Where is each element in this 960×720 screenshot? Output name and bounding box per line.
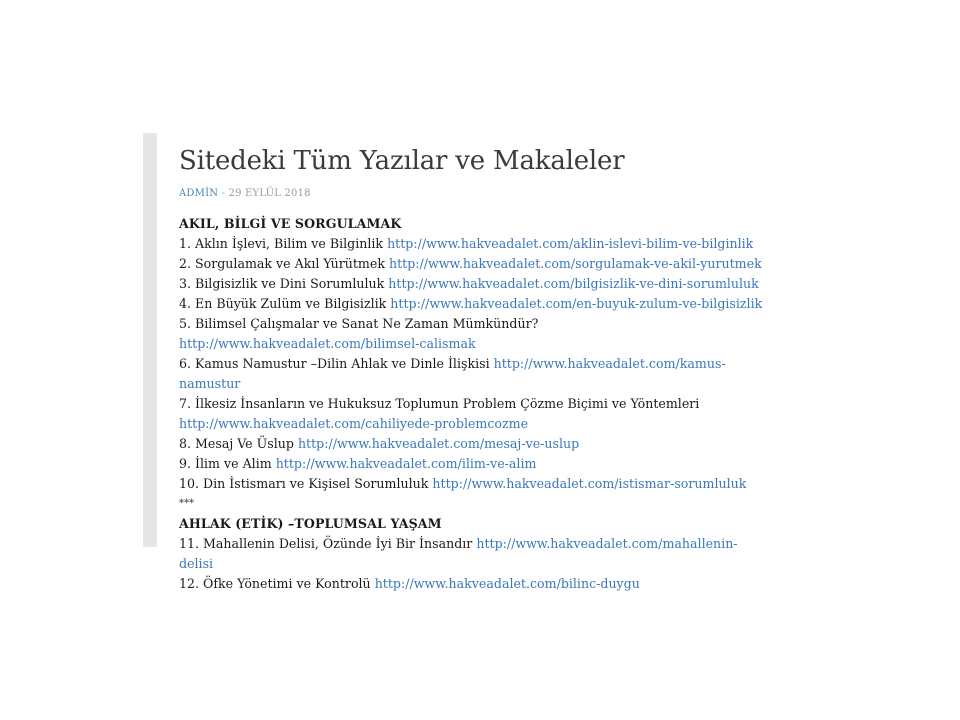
post-title: Sitedeki Tüm Yazılar ve Makaleler [179,146,625,176]
list-item [179,534,763,574]
item-link[interactable]: http://www.hakveadalet.com/istismar-sorumluluk [432,476,747,491]
item-title: 4. En Büyük Zulüm ve Bilgisizlik [179,296,387,311]
item-title: 3. Bilgisizlik ve Dini Sorumluluk [179,276,385,291]
item-title: 2. Sorgulamak ve Akıl Yürütmek [179,256,385,271]
article-frame [143,133,763,591]
list-item [179,274,763,294]
item-title: 6. Kamus Namustur –Dilin Ahlak ve Dinle İlişkisi [179,356,490,371]
item-title: 10. Din İstismarı ve Kişisel Sorumluluk [179,476,429,491]
item-title: 11. Mahallenin Delisi, Özünde İyi Bir İnsandır [179,536,473,551]
section-heading: AHLAK (ETİK) –TOPLUMSAL YAŞAM [179,516,442,531]
item-link[interactable]: http://www.hakveadalet.com/ilim-ve-alim [275,456,537,471]
item-link[interactable]: http://www.hakveadalet.com/sorgulamak-ve-akil-yurutmek [388,256,762,271]
item-link[interactable]: http://www.hakveadalet.com/bilgisizlik-ve-dini-sorumluluk [388,276,759,291]
post-meta [179,187,763,201]
list-item [179,294,763,314]
item-link[interactable]: http://www.hakveadalet.com/bilimsel-calismak [179,336,476,351]
item-title: 8. Mesaj Ve Üslup [179,436,294,451]
list-item [179,354,763,394]
section-heading: AKIL, BİLGİ VE SORGULAMAK [179,216,402,231]
list-item [179,454,763,474]
list-item [179,254,763,274]
post-body [179,133,763,594]
list-item [179,434,763,454]
item-title: 1. Aklın İşlevi, Bilim ve Bilginlik [179,236,384,251]
author-link[interactable]: ADMİN [179,188,219,199]
item-link[interactable]: http://www.hakveadalet.com/mahallenin-delisi [179,536,738,571]
item-title: 5. Bilimsel Çalışmalar ve Sanat Ne Zaman Mümkündür? [179,316,539,331]
post-date: 29 EYLÜL 2018 [228,188,311,199]
left-accent-bar [143,133,157,547]
section-separator: *** [179,498,194,509]
list-item [179,474,763,494]
item-link[interactable]: http://www.hakveadalet.com/kamus-namustur [179,356,726,391]
item-title: 12. Öfke Yönetimi ve Kontrolü [179,576,371,591]
list-item [179,394,763,434]
item-link[interactable]: http://www.hakveadalet.com/mesaj-ve-uslup [297,436,580,451]
item-link[interactable]: http://www.hakveadalet.com/cahiliyede-problemcozme [179,416,529,431]
meta-separator: - [218,188,229,199]
item-title: 7. İlkesiz İnsanların ve Hukuksuz Toplumun Problem Çözme Biçimi ve Yöntemleri [179,396,700,411]
list-item [179,314,763,354]
item-link[interactable]: http://www.hakveadalet.com/bilinc-duygu [374,576,640,591]
post-content [179,214,763,594]
list-item [179,234,763,254]
list-item [179,574,763,594]
item-title: 9. İlim ve Alim [179,456,272,471]
item-link[interactable]: http://www.hakveadalet.com/aklin-islevi-bilim-ve-bilginlik [387,236,754,251]
item-link[interactable]: http://www.hakveadalet.com/en-buyuk-zulum-ve-bilgisizlik [390,296,763,311]
